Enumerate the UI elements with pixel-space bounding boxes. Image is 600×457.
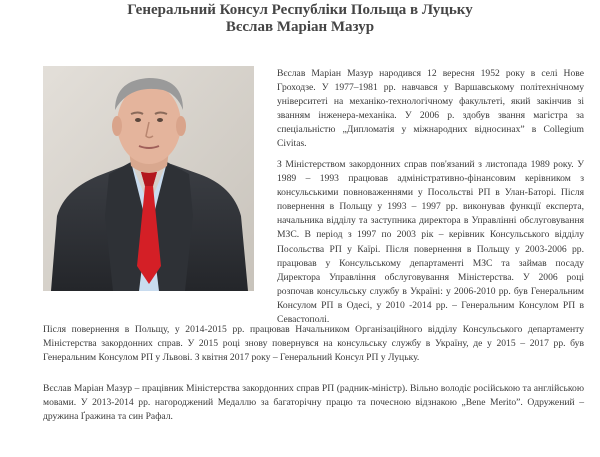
bio-paragraph-career: З Міністерством закордонних справ пов'язаний з листопада 1989 року. У 1989 – 1993 працював адміністративно-фінансовим керівником з консульськими повноваженнями у Посольстві РП в Улан-Баторі. Після повернення в Польщу у 1993 – 1997 рр. виконував функції експерта, начальника відділу та заступника директора в Управлінні обслуговування МЗС. В період з 1997 по 2003 рік – керівник Консульського відділу Посольства РП у Каїрі. Після повернення в Польщу у 2003-2006 рр. працював у Консульському департаменті МЗС та займав посаду Директора Управління обслуговування Міністерства. У 2006 році розпочав консульську службу в Україні: у 2006-2010 рр. був Генеральним Консулом РП в Одесі, у 2010 -2014 рр. – Генеральним Консулом РП в Севастополі. — [277, 159, 584, 326]
bio-full-width-career — [43, 323, 584, 365]
bio-paragraph-career-continued: Після повернення в Польщу, у 2014-2015 рр. працював Начальником Організаційного відділу Консульського департаменту Міністерства закордонних справ. У 2015 році знову повернувся на консульську службу в Україну, де у 2015 – 2017 рр. був Генеральним Консулом РП у Львові. З квітня 2017 року – Генеральний Консул РП у Луцьку. — [43, 324, 584, 364]
bio-column — [277, 67, 584, 152]
bio-paragraph-education: Вєслав Маріан Мазур народився 12 вересня 1952 року в селі Нове Гроходзе. У 1977–1981 рр. навчався у Варшавському політехнічному університеті на механіко-технологічному факультеті, який закінчив зі званням інженера-механіка. У 2006 р. здобув звання магістра за спеціальністю „Дипломатія у міжнародних відносинах” в Collegium Civitas. — [277, 68, 584, 150]
page-title — [0, 2, 600, 36]
portrait-illustration — [43, 66, 254, 291]
page-title-line1: Генеральний Консул Республіки Польща в Луцьку — [127, 2, 473, 18]
page-title-line2: Вєслав Маріан Мазур — [225, 19, 375, 35]
bio-paragraph-personal: Вєслав Маріан Мазур – працівник Міністерства закордонних справ РП (радник-міністр). Вільно володіє російською та англійською мовами. У 2013-2014 рр. нагороджений Медаллю за багаторічну працю та почесною відзнакою „Bene Merito”. Одружений – дружина Ґражина та син Рафал. — [43, 383, 584, 423]
portrait-photo — [43, 66, 254, 291]
bio-full-width-personal — [43, 382, 584, 424]
bio-column-career — [277, 158, 584, 327]
